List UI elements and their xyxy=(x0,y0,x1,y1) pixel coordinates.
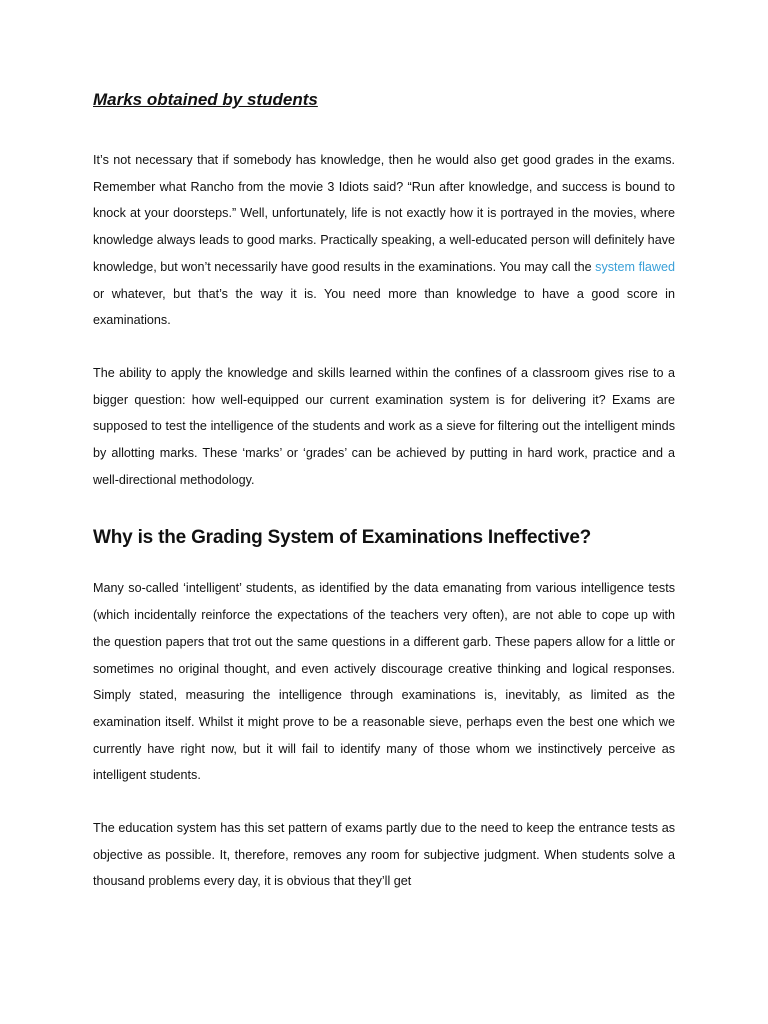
system-flawed-link[interactable]: system flawed xyxy=(595,259,675,274)
paragraph-education-system: The education system has this set pattern of exams partly due to the need to keep the entrance tests as objective as possible. It, therefore, removes any room for subjective judgment. When students solve a thousand problems every day, it is obvious that they’ll get xyxy=(93,821,675,889)
paragraph-intelligent-students: Many so-called ‘intelligent’ students, as identified by the data emanating from various intelligence tests (which incidentally reinforce the expectations of the teachers very often), are not able to cope up with the question papers that trot out the same questions in a different garb. These papers allow for a little or sometimes no original thought, and even actively discourage creative thinking and logical responses. Simply stated, measuring the intelligence through examinations is, inevitably, as limited as the examination itself. Whilst it might prove to be a reasonable sieve, perhaps even the best one which we currently have right now, but it will fail to identify many of those whom we instinctively perceive as intelligent students. xyxy=(93,581,675,783)
document-title: Marks obtained by students xyxy=(93,90,318,109)
paragraph1-text-start: It’s not necessary that if somebody has knowledge, then he would also get good grades in the exams. Remember what Rancho from the movie 3 Idiots said? “Run after knowledge, and success is bound to knock at your doorsteps.” Well, unfortunately, life is not exactly how it is portrayed in the movies, where knowledge always leads to good marks. Practically speaking, a well-educated person will definitely have knowledge, but won’t necessarily have good results in the examinations. You may call the xyxy=(93,153,675,274)
document-page xyxy=(93,86,675,895)
paragraph-knowledge-vs-grades xyxy=(93,147,675,334)
paragraph-ability-to-apply: The ability to apply the knowledge and skills learned within the confines of a classroom gives rise to a bigger question: how well-equipped our current examination system is for delivering it? Exams are supposed to test the intelligence of the students and work as a sieve for filtering out the intelligent minds by allotting marks. These ‘marks’ or ‘grades’ can be achieved by putting in hard work, practice and a well-directional methodology. xyxy=(93,365,675,487)
paragraph1-text-end: or whatever, but that’s the way it is. You need more than knowledge to have a good score in examinations. xyxy=(93,286,675,328)
section-heading: Why is the Grading System of Examinations Ineffective? xyxy=(93,527,592,549)
